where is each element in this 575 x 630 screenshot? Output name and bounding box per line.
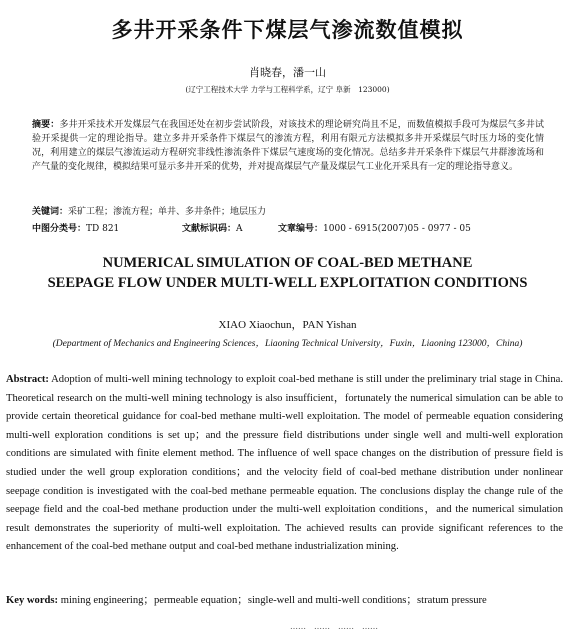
chinese-keywords xyxy=(32,205,544,219)
english-authors: XIAO Xiaochun，PAN Yishan xyxy=(218,319,357,331)
english-keywords-label: Key words: xyxy=(6,595,59,606)
document-code: 文献标识码：A xyxy=(182,224,243,234)
chinese-authors: 肖晓春，潘一山 xyxy=(249,66,326,79)
english-abstract-text: Adoption of multi-well mining technology to exploit coal-bed methane is still under the preliminary trial stage in China. Theoretical research on the multi-well mining technology is also insufficient，fortunately the numerical simulation can be able to provide certain theoretical guidance for coal-bed methane multi-well exploitation. The model of permeable equation considering multi-well exploration conditions is set up；and the pressure field distributions under single well and multi-well exploration conditions are simulated with finite element method. The influence of well space changes on the distribution of pressure field is studied under the well group exploration conditions；and the velocity field of coal-bed methane distribution under nonlinear seepage condition is investigated with the coal-bed methane permeable equation. The conclusions display the change rule of the seepage field and the coal-bed methane production under the multi-well exploitation conditions，and the numerical simulation result demonstrates the superiority of multi-well exploitation. The achieved results can provide significant references to the enhancement of the coal-bed methane output and coal-bed methane industrialization mining. xyxy=(6,374,563,553)
english-keywords xyxy=(6,593,571,609)
chinese-abstract-label: 摘要： xyxy=(32,120,60,130)
chinese-title: 多井开采条件下煤层气渗流数值模拟 xyxy=(111,18,464,42)
clc-number: 中图分类号：TD 821 xyxy=(32,224,120,234)
chinese-keywords-text: 采矿工程；渗流方程；单井、多井条件；地层压力 xyxy=(68,207,267,217)
english-title-line-2: SEEPAGE FLOW UNDER MULTI-WELL EXPLOITATION CONDITIONS xyxy=(47,275,528,291)
english-abstract-label: Abstract: xyxy=(6,374,49,385)
article-number: 文章编号：1000 - 6915(2007)05 - 0977 - 05 xyxy=(278,224,471,234)
english-keywords-text: mining engineering；permeable equation；single-well and multi-well conditions；stratum pressure xyxy=(58,595,487,606)
chinese-affiliation: (辽宁工程技术大学 力学与工程科学系，辽宁 阜新 123000) xyxy=(185,85,390,94)
chinese-abstract-text: 多井开采技术开发煤层气在我国还处在初步尝试阶段，对该技术的理论研究尚且不足，而数值模拟手段可为煤层气多井试验开采提供一定的理论指导。建立多井开采条件下煤层气的渗流方程，利用有限元方法模拟多井开采煤层气时压力场的变化情况，利用建立的煤层气渗流运动方程研究非线性渗流条件下煤层气速度场的变化情况。总结多井开采条件下煤层气井群渗流场和产气量的变化规律，模拟结果可显示多井开采的优势，并对提高煤层气产量及煤层气工业化开采具有一定的理论指导意义。 xyxy=(32,120,544,172)
english-title xyxy=(0,253,575,293)
chinese-keywords-label: 关键词： xyxy=(32,207,69,217)
english-affiliation: (Department of Mechanics and Engineering Sciences，Liaoning Technical University，Fuxin，Liaoning 123000，China) xyxy=(52,339,523,349)
english-title-line-1: NUMERICAL SIMULATION OF COAL-BED METHANE xyxy=(102,255,473,271)
chinese-abstract xyxy=(32,118,544,174)
cut-off-footer-text: …… …… …… …… xyxy=(290,622,378,630)
english-abstract xyxy=(6,371,563,557)
